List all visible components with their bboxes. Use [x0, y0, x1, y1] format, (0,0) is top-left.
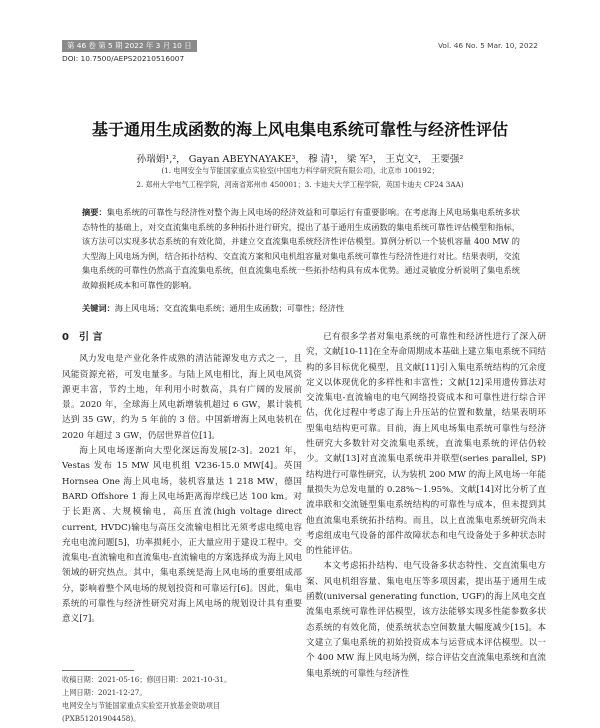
journal-header — [62, 40, 538, 52]
author-list: 孙瑞娟¹,²， Gayan ABEYNAYAKE³， 穆 清¹， 梁 军³， 王克文²， 王要强² — [136, 154, 464, 165]
affiliation-1: (1. 电网安全与节能国家重点实验室(中国电力科学研究院有限公司)，北京市 100192； — [161, 166, 439, 175]
affiliation-2: 2. 郑州大学电气工程学院，河南省郑州市 450001；3. 卡迪夫大学工程学院，英国卡迪夫 CF24 3AA) — [136, 180, 464, 189]
footnotes — [62, 673, 302, 725]
paragraph: 已有很多学者对集电系统的可靠性和经济性进行了深入研究，文献[10-11]在全寿命周期成本基础上建立集电系统不同结构的多目标优化模型，且文献[11]引入集电系统结构的冗余度定义以体现优化的多样性和丰富性；文献[12]采用遗传算法对交流集电-直流输电的电气网络投资成本和可靠性进行综合评估，优化过程中考虑了海上升压站的位置和数量，结果表明环型集电结构更可靠。目前，海上风电场集电系统可靠性与经济性研究大多数针对交流集电系统，直流集电系统的评估仍较少。文献[13]对直流集电系统串并联型(series parallel, SP)结构进行可靠性研究，认为装机 200 MW 的海上风电场一年能量损失为总发电量的 0.28%～1.95%。文献[14]对比分析了直流串联和交流链型集电系统结构的可靠性与成本，但未提到其他直流集电系统拓扑结构。而且，以上直流集电系统研究尚未考虑组成电气设备的部件故障状态和电气设备处于多种状态时的性能评估。 — [306, 332, 546, 557]
section-number: 0 — [62, 332, 69, 343]
footnote-online: 上网日期：2021-12-27。 — [62, 688, 147, 697]
volume-issue-en: Vol. 46 No. 5 Mar. 10, 2022 — [437, 41, 538, 50]
footnote-received: 收稿日期：2021-05-16；修回日期：2021-10-31。 — [62, 675, 232, 684]
keywords-text: 海上风电场；交直流集电系统；通用生成函数；可靠性；经济性 — [114, 303, 345, 313]
footnote-grant: (PXB51201904458)。 — [62, 714, 141, 723]
abstract-text: 集电系统的可靠性与经济性对整个海上风电场的经济效益和可靠运行有重要影响。在考虑海上风电场集电系统多状态特性的基础上，对交直流集电系统的多种拓扑进行研究，提出了基于通用生成函数的集电系统可靠性评估模型和指标，该方法可以实现多状态系统的有效化简，并建立交直流集电系统经济性评估模型。算例分析以一个装机容量 400 MW 的大型海上风电场为例，结合拓扑结构、交直流方案和风电机组容量对集电系统可靠性与经济性进行对比。结果表明，交流集电系统的可靠性仍然高于直流集电系统，但直流集电系统一些拓扑结构具有成本优势。通过灵敏度分析说明了集电系统故障损耗成本和可靠性的影响。 — [82, 207, 520, 290]
footnote-funding: 电网安全与节能国家重点实验室开放基金资助项目 — [62, 701, 221, 710]
paper-title: 基于通用生成函数的海上风电集电系统可靠性与经济性评估 — [91, 120, 508, 139]
paragraph: 本文考虑拓扑结构、电气设备多状态特性、交直流集电方案、风电机组容量、集电电压等多项因素，提出基于通用生成函数(universal generating function, UGF)的海上风电交直流集电系统可靠性评估模型，该方法能够实现多性能参数多状态系统的有效化简，使系统状态空间数量大幅度减少[15]。本文建立了集电系统的初始投资成本与运营成本评估模型。以一个 400 MW 海上风电场为例，综合评估交直流集电系统和直流集电系统的可靠性与经济性 — [306, 561, 546, 679]
keywords-label: 关键词： — [82, 303, 115, 313]
doi[interactable]: DOI: 10.7500/AEPS20210516007 — [62, 54, 185, 63]
footnote-divider — [62, 670, 134, 671]
keywords — [82, 302, 520, 315]
section-heading-introduction — [62, 330, 302, 345]
section-title: 引 言 — [78, 332, 103, 343]
abstract-label: 摘要： — [82, 207, 107, 217]
right-column — [306, 330, 546, 682]
volume-issue-cn: 第 46 卷 第 5 期 2022 年 3 月 10 日 — [62, 40, 197, 52]
abstract — [82, 205, 520, 293]
paragraph: 海上风电场逐渐向大型化深远海发展[2-3]。2021 年，Vestas 发布 15 MW 风电机组 V236-15.0 MW[4]。英国Hornsea One 海上风电场，装机容量达 1 218 MW，德国 BARD Offshore 1 海上风电场距离海岸线已达 100 km。对于长距离、大规模输电，高压直流(high voltage direct current, HVDC)输电与高压交流输电相比无须考虑电缆电容充电电流问题[5]，功率损耗小，正大量应用于建设工程中。交流集电-直流输电和直流集电-直流输电的方案选择成为海上风电领域的研究热点。其中，集电系统是海上风电场的重要组成部分，影响着整个风电场的规划投资和可靠运行[6]。因此，集电系统的可靠性与经济性研究对海上风电场的规划设计具有重要意义[7]。 — [62, 446, 302, 625]
left-column — [62, 330, 302, 628]
paragraph: 风力发电是产业化条件成熟的清洁能源发电方式之一，且风能资源充裕，可发电量多。与陆上风电相比，海上风电风资源更丰富，节约土地，年利用小时数高，具有广阔的发展前景。2020 年，全球海上风电新增装机超过 6 GW，累计装机达到 35 GW，约为 5 年前的 3 倍。中国新增海上风电装机在 2020 年超过 3 GW，仍居世界首位[1]。 — [62, 354, 302, 441]
